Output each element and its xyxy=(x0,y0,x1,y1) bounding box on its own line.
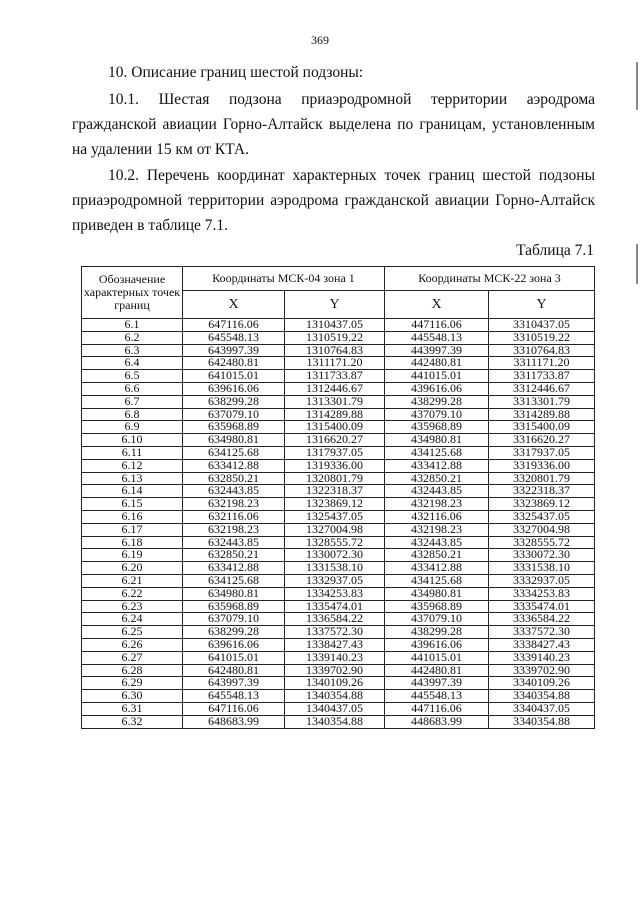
header-point-column: Обозначение характерных точек границ xyxy=(82,267,183,319)
msk22-y-cell: 3327004.98 xyxy=(489,523,595,536)
msk04-x-cell: 637079.10 xyxy=(183,408,285,421)
msk22-x-cell: 432116.06 xyxy=(385,510,489,523)
msk22-x-cell: 441015.01 xyxy=(385,370,489,383)
msk04-y-cell: 1339702.90 xyxy=(285,664,385,677)
msk22-x-cell: 435968.89 xyxy=(385,600,489,613)
point-id-cell: 6.14 xyxy=(82,485,183,498)
msk04-x-cell: 639616.06 xyxy=(183,382,285,395)
msk22-x-cell: 442480.81 xyxy=(385,664,489,677)
msk22-y-cell: 3325437.05 xyxy=(489,510,595,523)
msk22-y-cell: 3311171.20 xyxy=(489,357,595,370)
msk04-y-cell: 1328555.72 xyxy=(285,536,385,549)
msk04-y-cell: 1325437.05 xyxy=(285,510,385,523)
msk22-y-cell: 3315400.09 xyxy=(489,421,595,434)
msk22-x-cell: 445548.13 xyxy=(385,690,489,703)
msk04-y-cell: 1310519.22 xyxy=(285,331,385,344)
msk22-x-cell: 439616.06 xyxy=(385,638,489,651)
msk04-x-cell: 639616.06 xyxy=(183,638,285,651)
scan-edge-mark xyxy=(636,244,638,284)
point-id-cell: 6.3 xyxy=(82,344,183,357)
msk22-x-cell: 433412.88 xyxy=(385,562,489,575)
msk22-y-cell: 3340437.05 xyxy=(489,702,595,715)
msk22-x-cell: 443997.39 xyxy=(385,344,489,357)
msk22-x-cell: 441015.01 xyxy=(385,651,489,664)
msk22-y-cell: 3340354.88 xyxy=(489,715,595,728)
msk22-y-cell: 3320801.79 xyxy=(489,472,595,485)
header-msk04-y: Y xyxy=(285,291,385,319)
msk04-x-cell: 647116.06 xyxy=(183,319,285,332)
msk04-x-cell: 632850.21 xyxy=(183,549,285,562)
msk04-y-cell: 1338427.43 xyxy=(285,638,385,651)
msk04-y-cell: 1322318.37 xyxy=(285,485,385,498)
msk04-y-cell: 1335474.01 xyxy=(285,600,385,613)
msk04-x-cell: 634980.81 xyxy=(183,587,285,600)
msk04-y-cell: 1316620.27 xyxy=(285,434,385,447)
msk04-y-cell: 1327004.98 xyxy=(285,523,385,536)
msk22-y-cell: 3312446.67 xyxy=(489,382,595,395)
msk04-y-cell: 1319336.00 xyxy=(285,459,385,472)
header-msk22-y: Y xyxy=(489,291,595,319)
msk22-x-cell: 432443.85 xyxy=(385,536,489,549)
header-msk04-x: X xyxy=(183,291,285,319)
point-id-cell: 6.31 xyxy=(82,702,183,715)
point-id-cell: 6.30 xyxy=(82,690,183,703)
point-id-cell: 6.8 xyxy=(82,408,183,421)
msk22-y-cell: 3313301.79 xyxy=(489,395,595,408)
msk04-y-cell: 1331538.10 xyxy=(285,562,385,575)
msk04-y-cell: 1337572.30 xyxy=(285,626,385,639)
page-number: 369 xyxy=(311,33,329,47)
msk04-x-cell: 632850.21 xyxy=(183,472,285,485)
msk04-y-cell: 1340437.05 xyxy=(285,702,385,715)
msk04-y-cell: 1323869.12 xyxy=(285,498,385,511)
msk22-x-cell: 432850.21 xyxy=(385,549,489,562)
msk04-y-cell: 1334253.83 xyxy=(285,587,385,600)
msk22-x-cell: 443997.39 xyxy=(385,677,489,690)
msk04-x-cell: 634125.68 xyxy=(183,446,285,459)
point-id-cell: 6.25 xyxy=(82,626,183,639)
msk04-x-cell: 637079.10 xyxy=(183,613,285,626)
msk04-x-cell: 633412.88 xyxy=(183,459,285,472)
msk22-y-cell: 3323869.12 xyxy=(489,498,595,511)
msk22-y-cell: 3338427.43 xyxy=(489,638,595,651)
point-id-cell: 6.17 xyxy=(82,523,183,536)
msk04-x-cell: 638299.28 xyxy=(183,395,285,408)
msk04-y-cell: 1310764.83 xyxy=(285,344,385,357)
msk22-x-cell: 435968.89 xyxy=(385,421,489,434)
point-id-cell: 6.4 xyxy=(82,357,183,370)
point-id-cell: 6.29 xyxy=(82,677,183,690)
header-msk22-x: X xyxy=(385,291,489,319)
scan-edge-mark xyxy=(636,62,638,110)
point-id-cell: 6.27 xyxy=(82,651,183,664)
point-id-cell: 6.9 xyxy=(82,421,183,434)
msk04-x-cell: 642480.81 xyxy=(183,664,285,677)
point-id-cell: 6.1 xyxy=(82,319,183,332)
table-row xyxy=(82,715,595,728)
point-id-cell: 6.6 xyxy=(82,382,183,395)
msk04-x-cell: 632443.85 xyxy=(183,485,285,498)
msk04-x-cell: 648683.99 xyxy=(183,715,285,728)
msk04-y-cell: 1315400.09 xyxy=(285,421,385,434)
point-id-cell: 6.5 xyxy=(82,370,183,383)
point-id-cell: 6.13 xyxy=(82,472,183,485)
msk04-x-cell: 645548.13 xyxy=(183,690,285,703)
paragraph-10-1: 10.1. Шестая подзона приаэродромной территории аэродрома гражданской авиации Горно-Алтайск выделена по границам, установленным на удалении 15 км от КТА. xyxy=(72,91,595,158)
msk22-y-cell: 3317937.05 xyxy=(489,446,595,459)
point-id-cell: 6.7 xyxy=(82,395,183,408)
msk22-x-cell: 434980.81 xyxy=(385,434,489,447)
msk22-x-cell: 434980.81 xyxy=(385,587,489,600)
msk22-x-cell: 442480.81 xyxy=(385,357,489,370)
msk22-x-cell: 445548.13 xyxy=(385,331,489,344)
msk22-x-cell: 438299.28 xyxy=(385,395,489,408)
msk04-y-cell: 1312446.67 xyxy=(285,382,385,395)
msk04-x-cell: 643997.39 xyxy=(183,677,285,690)
msk04-y-cell: 1311733.87 xyxy=(285,370,385,383)
msk04-x-cell: 632198.23 xyxy=(183,498,285,511)
msk22-x-cell: 432198.23 xyxy=(385,523,489,536)
msk04-x-cell: 635968.89 xyxy=(183,421,285,434)
msk04-x-cell: 634980.81 xyxy=(183,434,285,447)
msk04-y-cell: 1317937.05 xyxy=(285,446,385,459)
msk04-y-cell: 1340354.88 xyxy=(285,715,385,728)
msk22-y-cell: 3339702.90 xyxy=(489,664,595,677)
msk22-x-cell: 439616.06 xyxy=(385,382,489,395)
msk04-x-cell: 641015.01 xyxy=(183,370,285,383)
msk22-x-cell: 433412.88 xyxy=(385,459,489,472)
point-id-cell: 6.18 xyxy=(82,536,183,549)
msk22-y-cell: 3310519.22 xyxy=(489,331,595,344)
msk04-x-cell: 632443.85 xyxy=(183,536,285,549)
point-id-cell: 6.21 xyxy=(82,574,183,587)
msk22-y-cell: 3316620.27 xyxy=(489,434,595,447)
msk22-y-cell: 3311733.87 xyxy=(489,370,595,383)
point-id-cell: 6.32 xyxy=(82,715,183,728)
msk04-x-cell: 632116.06 xyxy=(183,510,285,523)
point-id-cell: 6.23 xyxy=(82,600,183,613)
msk22-y-cell: 3310437.05 xyxy=(489,319,595,332)
msk04-y-cell: 1313301.79 xyxy=(285,395,385,408)
coordinates-table xyxy=(81,266,595,729)
msk22-x-cell: 437079.10 xyxy=(385,613,489,626)
msk04-x-cell: 643997.39 xyxy=(183,344,285,357)
point-id-cell: 6.2 xyxy=(82,331,183,344)
msk22-y-cell: 3336584.22 xyxy=(489,613,595,626)
msk22-y-cell: 3340354.88 xyxy=(489,690,595,703)
msk22-y-cell: 3330072.30 xyxy=(489,549,595,562)
msk22-x-cell: 432443.85 xyxy=(385,485,489,498)
point-id-cell: 6.19 xyxy=(82,549,183,562)
msk22-y-cell: 3319336.00 xyxy=(489,459,595,472)
msk22-x-cell: 432198.23 xyxy=(385,498,489,511)
point-id-cell: 6.11 xyxy=(82,446,183,459)
msk22-y-cell: 3337572.30 xyxy=(489,626,595,639)
msk04-y-cell: 1314289.88 xyxy=(285,408,385,421)
msk22-x-cell: 447116.06 xyxy=(385,702,489,715)
msk04-x-cell: 645548.13 xyxy=(183,331,285,344)
msk04-y-cell: 1336584.22 xyxy=(285,613,385,626)
msk22-y-cell: 3310764.83 xyxy=(489,344,595,357)
msk04-y-cell: 1320801.79 xyxy=(285,472,385,485)
msk22-x-cell: 437079.10 xyxy=(385,408,489,421)
point-id-cell: 6.24 xyxy=(82,613,183,626)
section-heading: 10. Описание границ шестой подзоны: xyxy=(108,64,364,81)
msk04-y-cell: 1339140.23 xyxy=(285,651,385,664)
msk04-x-cell: 642480.81 xyxy=(183,357,285,370)
msk04-x-cell: 638299.28 xyxy=(183,626,285,639)
point-id-cell: 6.10 xyxy=(82,434,183,447)
point-id-cell: 6.28 xyxy=(82,664,183,677)
point-id-cell: 6.26 xyxy=(82,638,183,651)
msk22-x-cell: 438299.28 xyxy=(385,626,489,639)
msk04-y-cell: 1311171.20 xyxy=(285,357,385,370)
point-id-cell: 6.22 xyxy=(82,587,183,600)
msk22-y-cell: 3332937.05 xyxy=(489,574,595,587)
msk22-y-cell: 3331538.10 xyxy=(489,562,595,575)
msk04-x-cell: 641015.01 xyxy=(183,651,285,664)
msk22-y-cell: 3335474.01 xyxy=(489,600,595,613)
point-id-cell: 6.12 xyxy=(82,459,183,472)
msk22-y-cell: 3339140.23 xyxy=(489,651,595,664)
point-id-cell: 6.16 xyxy=(82,510,183,523)
msk22-y-cell: 3340109.26 xyxy=(489,677,595,690)
msk22-y-cell: 3334253.83 xyxy=(489,587,595,600)
msk22-y-cell: 3314289.88 xyxy=(489,408,595,421)
point-id-cell: 6.20 xyxy=(82,562,183,575)
msk04-x-cell: 632198.23 xyxy=(183,523,285,536)
msk04-x-cell: 635968.89 xyxy=(183,600,285,613)
msk04-x-cell: 647116.06 xyxy=(183,702,285,715)
msk04-x-cell: 634125.68 xyxy=(183,574,285,587)
point-id-cell: 6.15 xyxy=(82,498,183,511)
msk22-x-cell: 432850.21 xyxy=(385,472,489,485)
header-group-msk04: Координаты МСК-04 зона 1 xyxy=(183,267,385,291)
msk22-y-cell: 3322318.37 xyxy=(489,485,595,498)
table-caption: Таблица 7.1 xyxy=(516,242,594,259)
msk22-x-cell: 434125.68 xyxy=(385,574,489,587)
paragraph-10-2: 10.2. Перечень координат характерных точек границ шестой подзоны приаэродромной территории аэродрома гражданской авиации Горно-Алтайск приведен в таблице 7.1. xyxy=(72,167,595,234)
msk04-y-cell: 1332937.05 xyxy=(285,574,385,587)
msk22-x-cell: 448683.99 xyxy=(385,715,489,728)
msk04-y-cell: 1340354.88 xyxy=(285,690,385,703)
header-group-msk22: Координаты МСК-22 зона 3 xyxy=(385,267,595,291)
msk22-x-cell: 447116.06 xyxy=(385,319,489,332)
msk04-y-cell: 1310437.05 xyxy=(285,319,385,332)
msk04-y-cell: 1330072.30 xyxy=(285,549,385,562)
msk22-x-cell: 434125.68 xyxy=(385,446,489,459)
msk22-y-cell: 3328555.72 xyxy=(489,536,595,549)
msk04-x-cell: 633412.88 xyxy=(183,562,285,575)
msk04-y-cell: 1340109.26 xyxy=(285,677,385,690)
